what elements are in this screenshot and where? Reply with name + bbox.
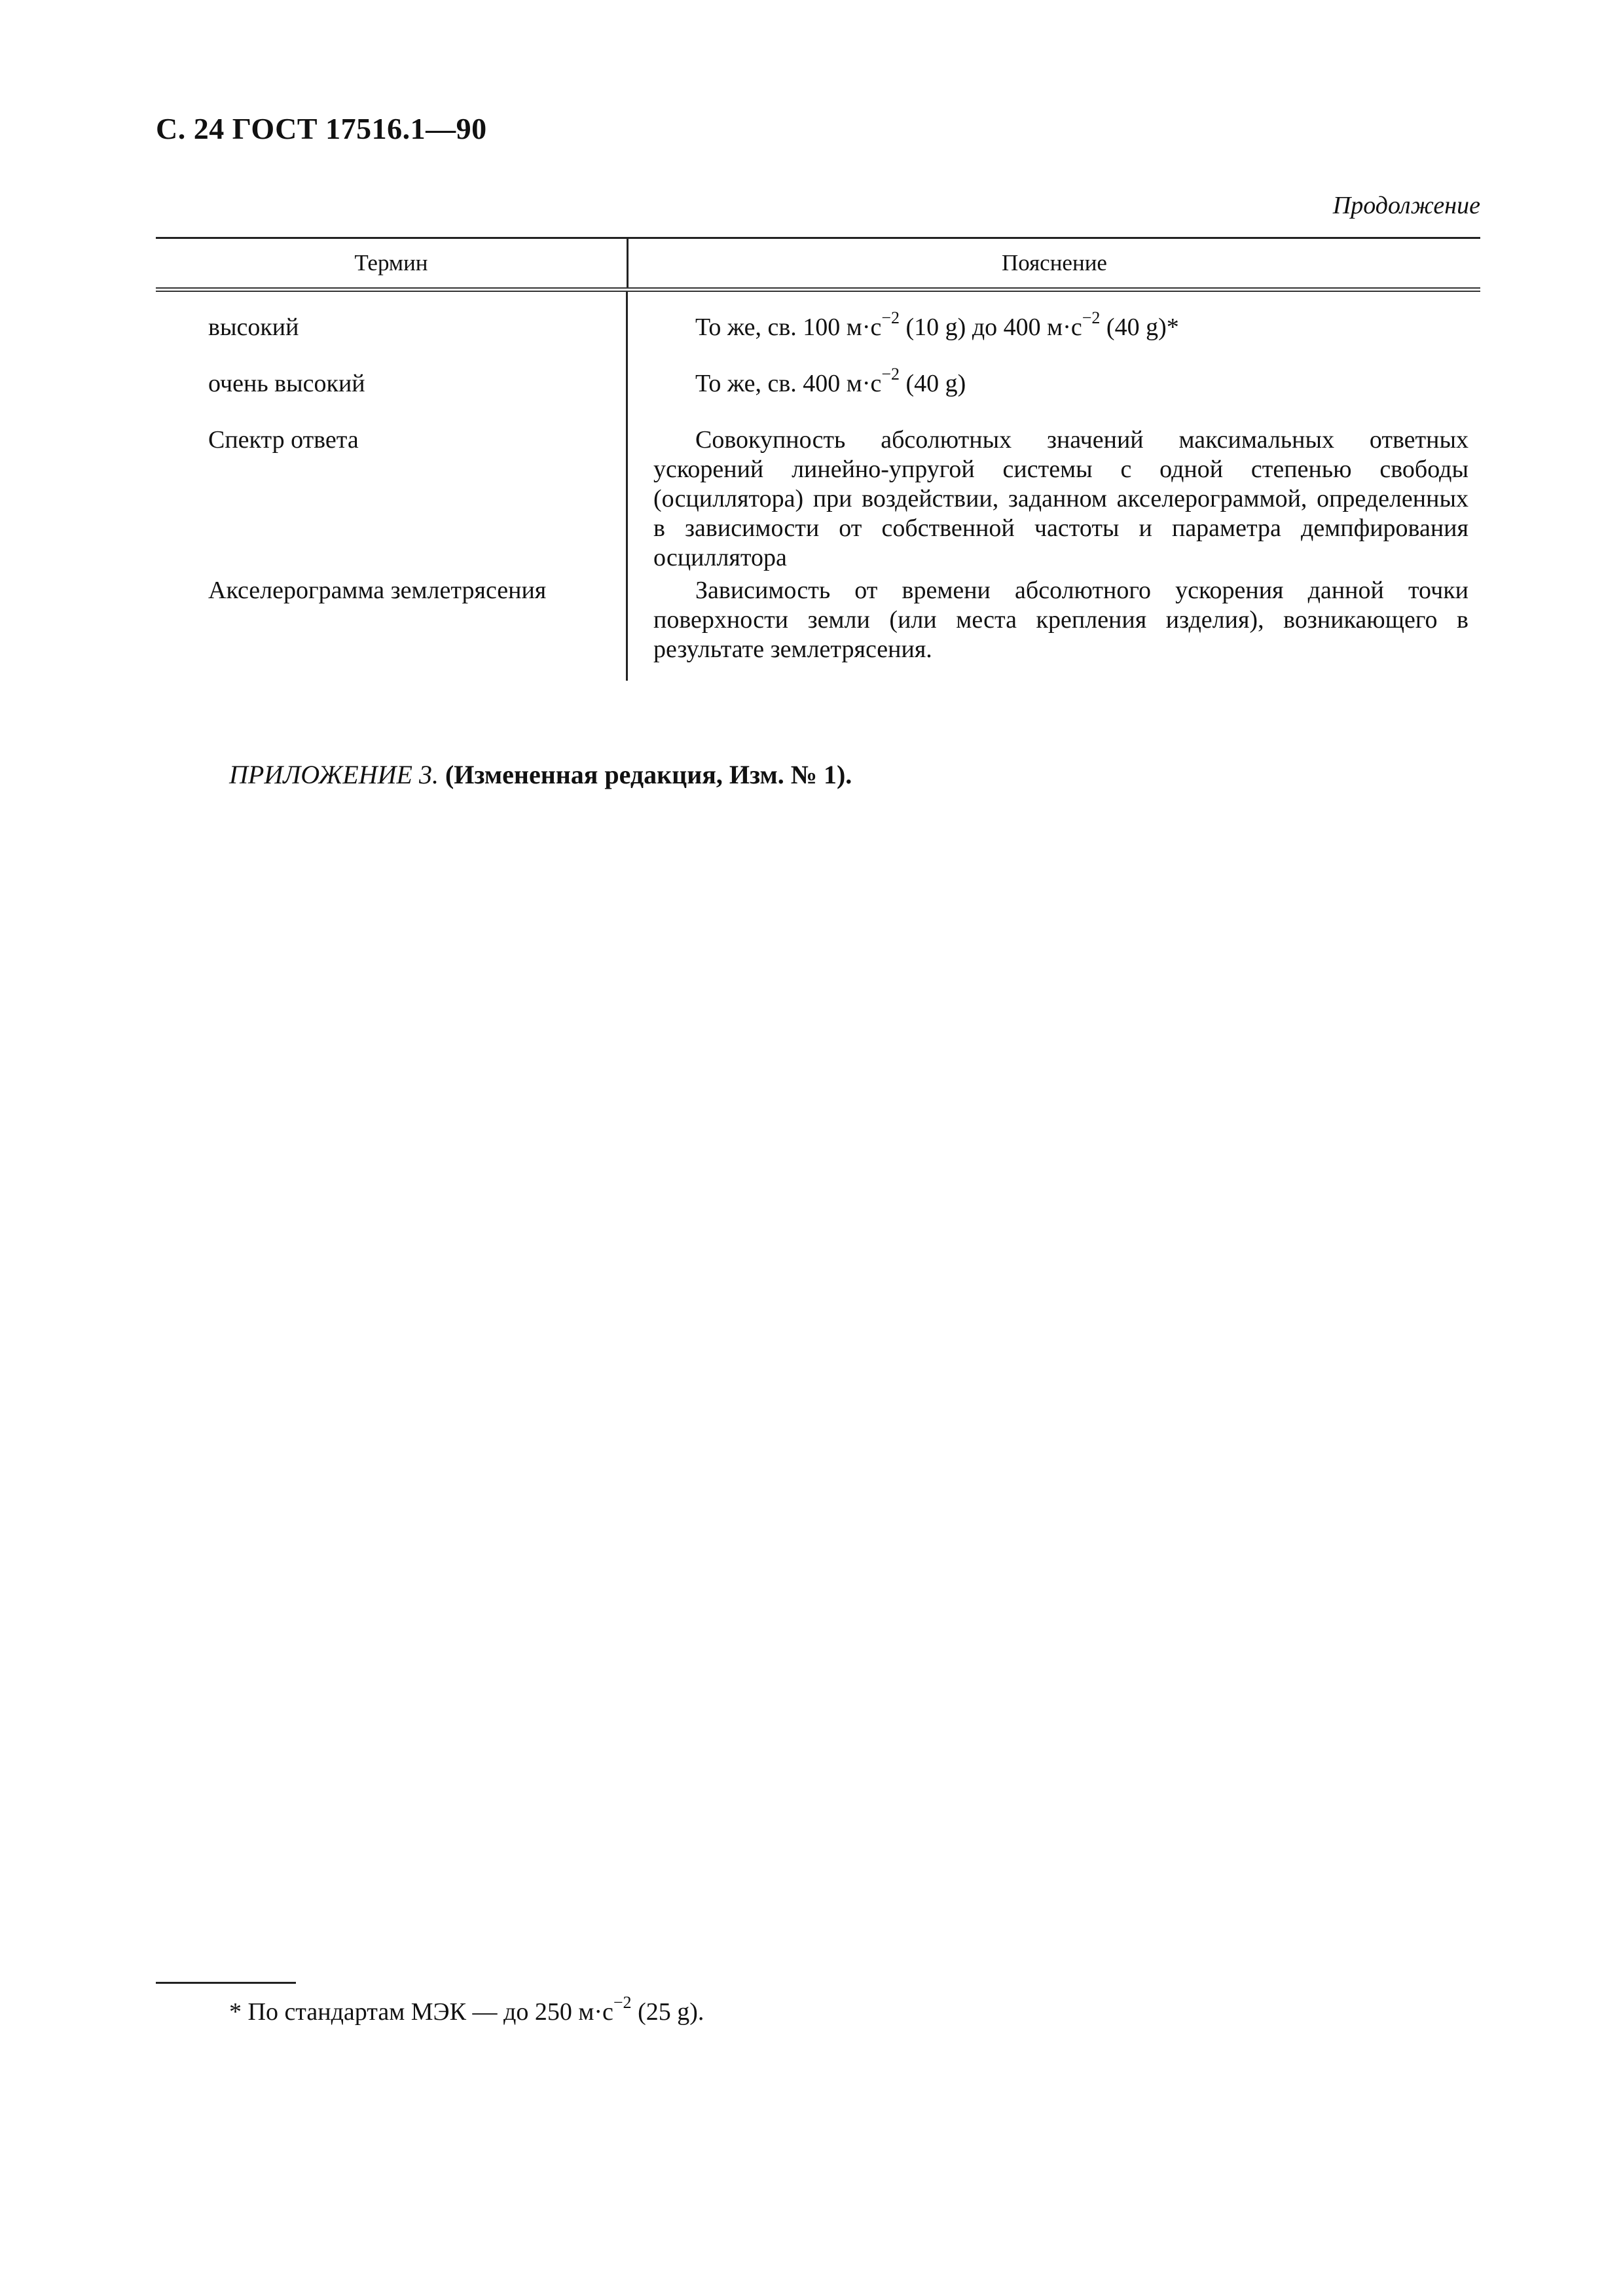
page-header: С. 24 ГОСТ 17516.1—90 (156, 112, 487, 145)
table-header (156, 237, 1480, 292)
footnote: * По стандартам МЭК — до 250 $м\cdot с^{-2}$ (25 g). (229, 1993, 704, 2026)
column-header-term: Термин (156, 239, 629, 287)
footnote-rule (156, 1982, 296, 1984)
table-body (156, 292, 1480, 681)
explanation-cell: То же, св. 100 $м\cdot с^{-2}$ (10 g) до 400 $м\cdot с^{-2}$ (40 g)* (695, 308, 1179, 341)
table-row (156, 365, 1480, 425)
term-cell: очень высокий (208, 370, 365, 397)
table-row (156, 292, 1480, 369)
table-row (156, 425, 1480, 576)
appendix-label: ПРИЛОЖЕНИЕ 3. (229, 760, 439, 789)
term-cell: Спектр ответа (208, 426, 359, 454)
term-cell: высокий (208, 314, 299, 341)
appendix-note (229, 759, 852, 790)
term-cell: Акселерограмма землетрясения (208, 577, 547, 604)
appendix-revision: (Измененная редакция, Изм. № 1). (438, 760, 852, 789)
explanation-cell: Зависимость от времени абсолютного ускорения данной точки поверхности земли (или места крепления изделия), возникающего в результате землетрясения. (653, 577, 1468, 663)
continuation-label: Продолжение (1332, 192, 1480, 219)
column-header-explanation: Пояснение (1001, 250, 1107, 276)
terms-table (156, 237, 1480, 681)
explanation-cell: Совокупность абсолютных значений максимальных ответных ускорений линейно-упругой системы с одной степенью свободы (осциллятора) при воздействии, заданном акселерограммой, определенных в зависимости от собственной частоты и параметра демпфирования осциллятора (653, 426, 1468, 571)
explanation-cell: То же, св. 400 $м\cdot с^{-2}$ (40 g) (695, 365, 966, 397)
table-row (156, 576, 1480, 681)
